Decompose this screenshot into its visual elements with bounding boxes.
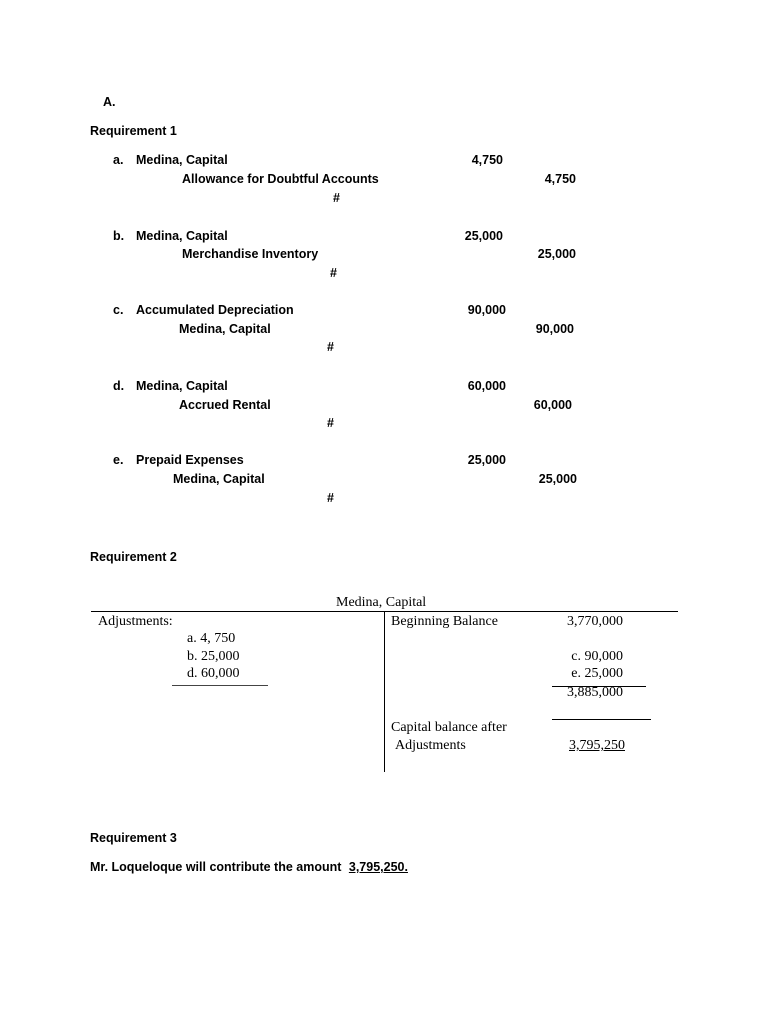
requirement-3-title: Requirement 3 [90,831,177,845]
t-account-center-rule [384,611,385,772]
requirement-2-title: Requirement 2 [90,550,177,564]
credit-amount: 4,750 [544,172,576,186]
right-total-rule [552,719,651,720]
debit-account: Medina, Capital [136,229,228,243]
credit-account: Allowance for Doubtful Accounts [182,172,379,186]
section-label: A. [103,95,116,109]
requirement-3-statement [90,860,408,874]
beginning-balance-value: 3,770,000 [567,614,623,629]
debit-amount: 60,000 [467,379,506,393]
credit-account: Accrued Rental [179,398,271,412]
requirement-3-amount: 3,795,250. [348,860,408,874]
t-account-title: Medina, Capital [336,595,427,610]
capital-after-label-line1: Capital balance after [391,720,507,735]
debit-account: Prepaid Expenses [136,453,244,467]
adjustments-header: Adjustments: [98,614,173,629]
debit-amount: 25,000 [467,453,506,467]
capital-after-label-line2: Adjustments [395,738,466,753]
beginning-balance-label: Beginning Balance [391,614,498,629]
entry-mark: # [327,340,334,354]
right-item-e: e. 25,000 [571,666,623,681]
credit-amount: 25,000 [537,247,576,261]
debit-amount: 90,000 [467,303,506,317]
entry-letter: c. [113,303,124,317]
left-total-rule [172,685,268,686]
right-item-c: c. 90,000 [571,649,623,664]
requirement-3-text: Mr. Loqueloque will contribute the amount [90,860,342,874]
entry-mark: # [327,416,334,430]
debit-amount: 4,750 [471,153,503,167]
entry-mark: # [333,191,340,205]
entry-letter: e. [113,453,124,467]
adjustment-item-a: a. 4, 750 [187,631,236,646]
entry-letter: a. [113,153,124,167]
debit-account: Medina, Capital [136,153,228,167]
credit-account: Medina, Capital [173,472,265,486]
credit-amount: 25,000 [538,472,577,486]
entry-mark: # [327,491,334,505]
entry-letter: d. [113,379,125,393]
entry-mark: # [330,266,337,280]
requirement-1-title: Requirement 1 [90,124,177,138]
credit-amount: 90,000 [535,322,574,336]
debit-amount: 25,000 [464,229,503,243]
capital-after-value: 3,795,250 [569,738,625,753]
debit-account: Accumulated Depreciation [136,303,294,317]
adjustment-item-b: b. 25,000 [187,649,240,664]
entry-letter: b. [113,229,125,243]
credit-account: Medina, Capital [179,322,271,336]
adjustment-item-d: d. 60,000 [187,666,240,681]
credit-amount: 60,000 [533,398,572,412]
credit-account: Merchandise Inventory [182,247,319,261]
debit-account: Medina, Capital [136,379,228,393]
right-total: 3,885,000 [567,685,623,700]
